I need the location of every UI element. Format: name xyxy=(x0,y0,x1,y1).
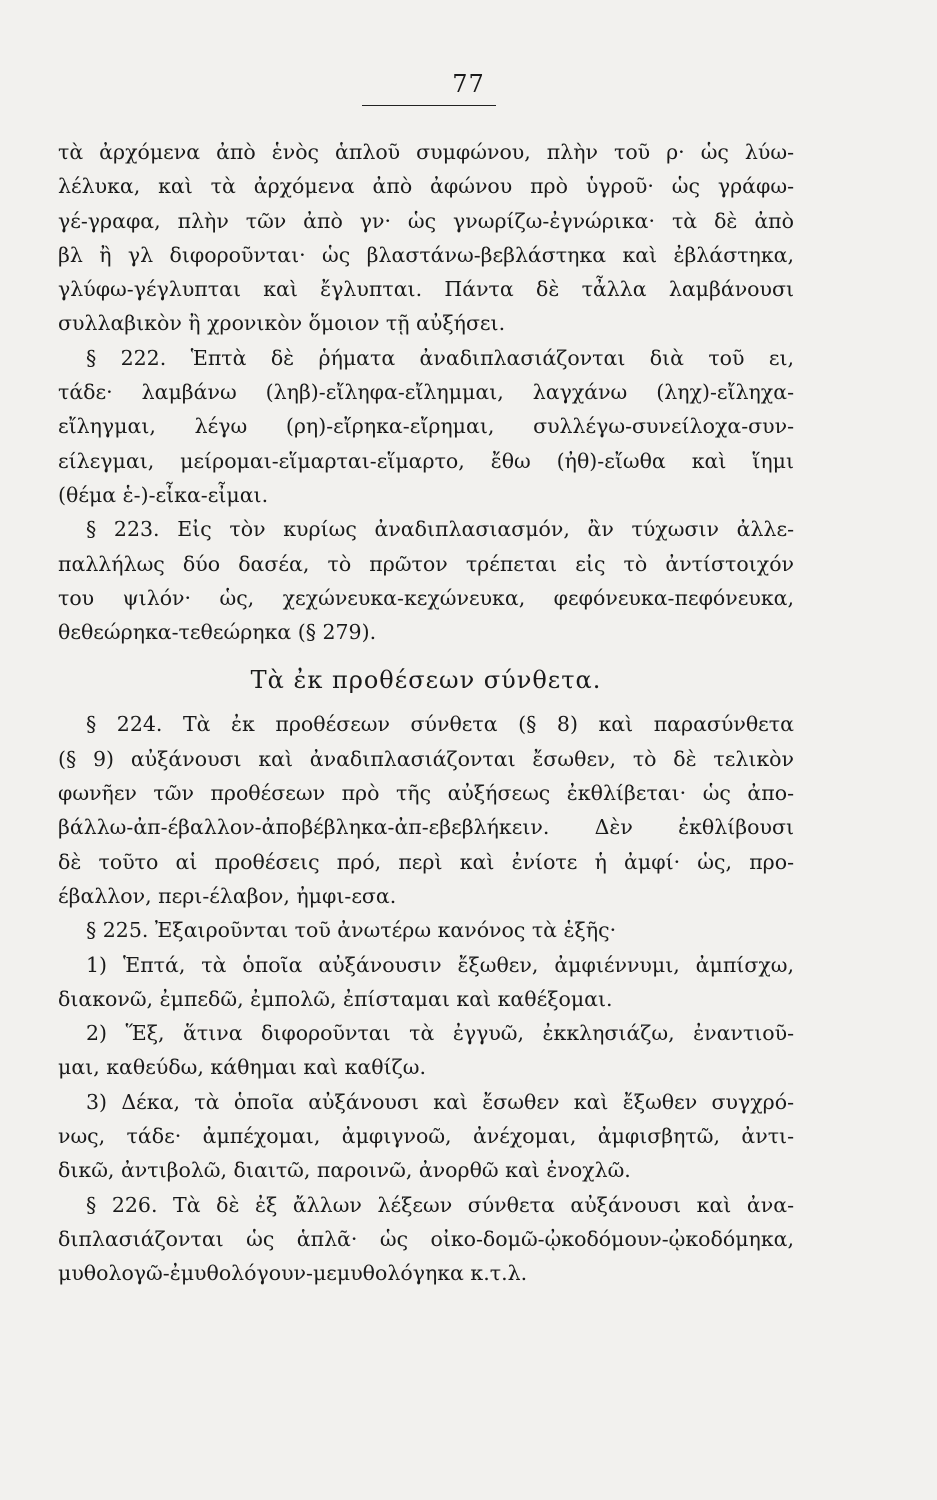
text-line: λέλυκα, καὶ τὰ ἀρχόμενα ἀπὸ ἀφώνου πρὸ ὑγροῦ· ὡς γράφω- xyxy=(58,174,794,199)
text-line: φωνῆεν τῶν προθέσεων πρὸ τῆς αὐξήσεως ἐκθλίβεται· ὡς ἀπο- xyxy=(58,781,794,806)
list-item-1: 1) Ἑπτά, τὰ ὁποῖα αὐξάνουσιν ἔξωθεν, ἀμφιέννυμι, ἀμπίσχω, xyxy=(86,952,794,977)
text-line: παλλήλως δύο δασέα, τὸ πρῶτον τρέπεται εἰς τὸ ἀντίστοιχόν xyxy=(58,551,794,576)
text-line: (§ 9) αὐξάνουσι καὶ ἀναδιπλασιάζονται ἔσωθεν, τὸ δὲ τελικὸν xyxy=(58,746,794,771)
section-heading: Τὰ ἐκ προθέσεων σύνθετα. xyxy=(250,666,602,695)
text-line: δικῶ, ἀντιβολῶ, διαιτῶ, παροινῶ, ἀνορθῶ καὶ ἐνοχλῶ. xyxy=(58,1158,631,1183)
text-line: βάλλω-ἀπ-έβαλλον-ἀποβέβληκα-ἀπ-εβεβλήκειν. Δὲν ἐκθλίβουσι xyxy=(58,815,794,840)
text-line: διακονῶ, ἐμπεδῶ, ἐμπολῶ, ἐπίσταμαι καὶ καθέξομαι. xyxy=(58,986,613,1011)
text-line: τὰ ἀρχόμενα ἀπὸ ἑνὸς ἁπλοῦ συμφώνου, πλὴν τοῦ ρ· ὡς λύω- xyxy=(58,140,794,164)
text-line: συλλαβικὸν ἢ χρονικὸν ὅμοιον τῇ αὐξήσει. xyxy=(58,311,506,336)
page-number: 77 xyxy=(452,70,485,98)
section-224-start: § 224. Τὰ ἐκ προθέσεων σύνθετα (§ 8) καὶ παρασύνθετα xyxy=(86,712,794,737)
section-223-start: § 223. Εἰς τὸν κυρίως ἀναδιπλασιασμόν, ἂν τύχωσιν ἀλλε- xyxy=(86,517,794,542)
text-line: δὲ τοῦτο αἱ προθέσεις πρό, περὶ καὶ ἐνίοτε ἡ ἀμφί· ὡς, προ- xyxy=(58,849,794,874)
text-line: θεθεώρηκα-τεθεώρηκα (§ 279). xyxy=(58,620,377,645)
text-line: μαι, καθεύδω, κάθημαι καὶ καθίζω. xyxy=(58,1055,426,1080)
text-line: (θέμα ἑ-)-εἶκα-εἶμαι. xyxy=(58,482,269,507)
section-226-start: § 226. Τὰ δὲ ἐξ ἄλλων λέξεων σύνθετα αὐξάνουσι καὶ ἀνα- xyxy=(86,1192,794,1217)
text-line: νως, τάδε· ἀμπέχομαι, ἀμφιγνοῶ, ἀνέχομαι, ἀμφισβητῶ, ἀντι- xyxy=(58,1124,794,1149)
text-line: βλ ἢ γλ διφοροῦνται· ὡς βλαστάνω-βεβλάστηκα καὶ ἐβλάστηκα, xyxy=(58,242,794,267)
header-rule xyxy=(362,105,496,106)
text-line: γλύφω-γέγλυπται καὶ ἔγλυπται. Πάντα δὲ τἆλλα λαμβάνουσι xyxy=(58,277,794,302)
list-item-3: 3) Δέκα, τὰ ὁποῖα αὐξάνουσι καὶ ἔσωθεν καὶ ἔξωθεν συγχρό- xyxy=(86,1089,794,1114)
list-item-2: 2) Ἕξ, ἅτινα διφοροῦνται τὰ ἐγγυῶ, ἐκκλησιάζω, ἐναντιοῦ- xyxy=(86,1021,794,1046)
text-line: του ψιλόν· ὡς, χεχώνευκα-κεχώνευκα, φεφόνευκα-πεφόνευκα, xyxy=(58,585,794,610)
body-text xyxy=(58,135,794,1291)
text-line: γέ-γραφα, πλὴν τῶν ἀπὸ γν· ὡς γνωρίζω-ἐγνώρικα· τὰ δὲ ἀπὸ xyxy=(58,208,794,233)
section-222-start: § 222. Ἑπτὰ δὲ ῥήματα ἀναδιπλασιάζονται διὰ τοῦ ει, xyxy=(86,345,794,370)
section-225-start: § 225. Ἐξαιροῦνται τοῦ ἀνωτέρω κανόνος τὰ ἑξῆς· xyxy=(86,918,617,943)
text-line: διπλασιάζονται ὡς ἁπλᾶ· ὡς οἰκο-δομῶ-ᾠκοδόμουν-ᾠκοδόμηκα, xyxy=(58,1226,794,1251)
text-line: εἴληγμαι, λέγω (ρη)-εἴρηκα-εἴρημαι, συλλέγω-συνείλοχα-συν- xyxy=(58,414,794,439)
text-line: τάδε· λαμβάνω (ληβ)-εἴληφα-εἴλημμαι, λαγχάνω (ληχ)-εἴληχα- xyxy=(58,380,794,405)
text-line: μυθολογῶ-ἐμυθολόγουν-μεμυθολόγηκα κ.τ.λ. xyxy=(58,1261,528,1286)
text-line: είλεγμαι, μείρομαι-εἵμαρται-εἵμαρτο, ἔθω (ἠθ)-εἴωθα καὶ ἵημι xyxy=(58,448,794,473)
text-line: έβαλλον, περι-έλαβον, ἠμφι-εσα. xyxy=(58,883,397,908)
